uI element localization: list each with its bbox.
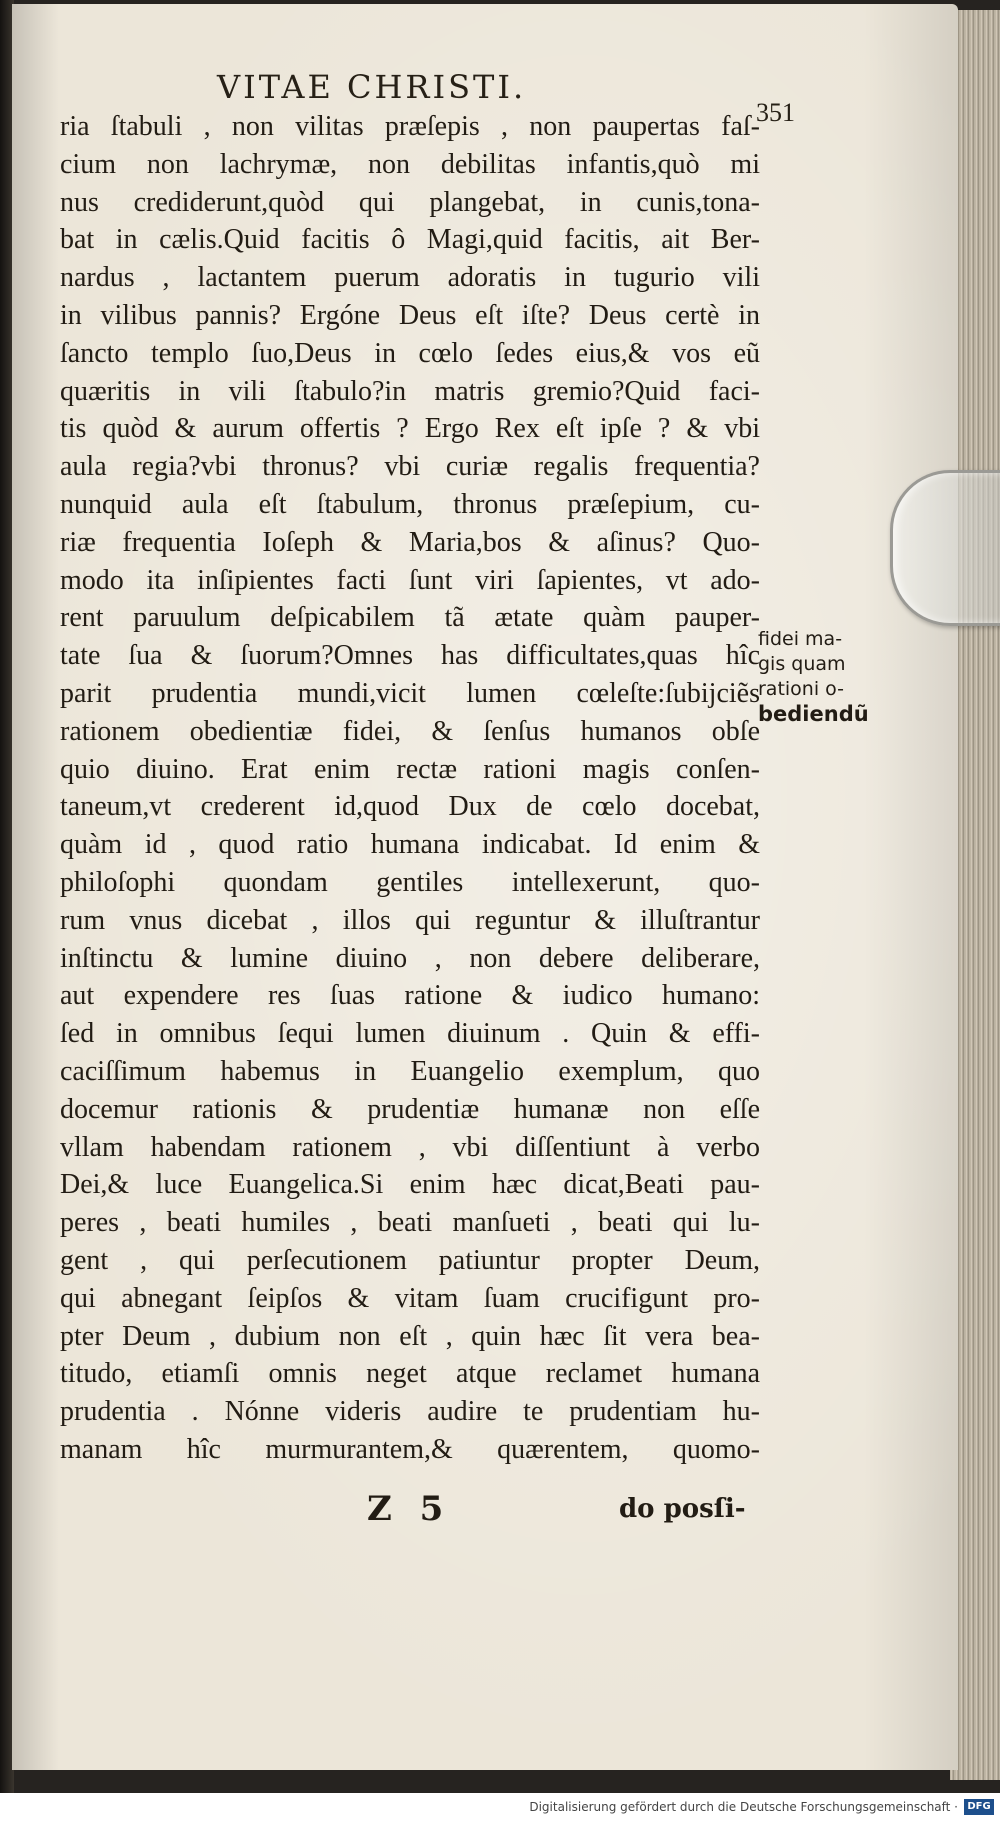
dfg-logo: DFG bbox=[964, 1799, 994, 1815]
text-line: gent , qui perſecutionem patiuntur propter Deum, bbox=[60, 1245, 760, 1276]
text-line: titudo, etiamſi omnis neget atque reclamet humana bbox=[60, 1358, 760, 1390]
text-line: docemur rationis & prudentiæ humanæ non eſſe bbox=[60, 1093, 760, 1125]
text-line: rationem obedientiæ fidei, & ſenſus humanos obſe bbox=[60, 715, 760, 747]
text-line: ſed in omnibus ſequi lumen diuinum . Quin & effi- bbox=[60, 1018, 760, 1050]
text-line: parit prudentia mundi,vicit lumen cœleſte:ſubijciẽs bbox=[60, 678, 760, 709]
text-line: prudentia . Nónne videris audire te prudentiam hu- bbox=[60, 1396, 760, 1428]
text-line: peres , beati humiles , beati manſueti , beati qui lu- bbox=[60, 1207, 760, 1239]
text-line: qui abnegant ſeipſos & vitam ſuam crucifigunt pro- bbox=[60, 1282, 760, 1314]
text-line: quàm id , quod ratio humana indicabat. Id enim & bbox=[60, 829, 760, 861]
text-line: riæ frequentia Ioſeph & Maria,bos & aſinus? Quo- bbox=[60, 526, 760, 558]
text-line: in vilibus pannis? Ergóne Deus eſt iſte? Deus certè in bbox=[60, 300, 760, 331]
text-line: cium non lachrymæ, non debilitas infantis,quò mi bbox=[60, 148, 760, 180]
text-line: manam hîc murmurantem,& quærentem, quomo- bbox=[60, 1434, 760, 1465]
text-line: rum vnus dicebat , illos qui reguntur & illuſtrantur bbox=[60, 904, 760, 936]
marginal-note-line: rationi o- bbox=[758, 678, 845, 700]
running-head: VITAE CHRISTI. bbox=[217, 68, 527, 106]
text-line: vllam habendam rationem , vbi diſſentiunt à verbo bbox=[60, 1131, 760, 1163]
signature-mark: Z 5 bbox=[367, 1489, 452, 1529]
text-line: taneum,vt crederent id,quod Dux de cœlo docebat, bbox=[60, 791, 760, 823]
text-line: pter Deum , dubium non eſt , quin hæc ſit vera bea- bbox=[60, 1320, 760, 1352]
text-line: ſancto templo ſuo,Deus in cœlo ſedes eius,& vos eũ bbox=[60, 337, 760, 369]
text-line: nunquid aula eſt ſtabulum, thronus præſepium, cu- bbox=[60, 489, 760, 520]
marginal-note-line: bediendũ bbox=[758, 702, 869, 726]
text-line: modo ita inſipientes facti ſunt viri ſapientes, vt ado- bbox=[60, 564, 760, 596]
text-line: quæritis in vili ſtabulo?in matris gremio?Quid faci- bbox=[60, 375, 760, 407]
marginal-note-line: fidei ma- bbox=[758, 628, 843, 650]
catchword: do posſi- bbox=[619, 1494, 746, 1524]
text-line: ria ſtabuli , non vilitas præſepis , non paupertas faſ- bbox=[60, 111, 760, 142]
text-line: Dei,& luce Euangelica.Si enim hæc dicat,Beati pau- bbox=[60, 1169, 760, 1201]
text-line: philoſophi quondam gentiles intellexerunt, quo- bbox=[60, 867, 760, 898]
text-line: bat in cælis.Quid facitis ô Magi,quid facitis, ait Ber- bbox=[60, 224, 760, 256]
text-line: aut expendere res ſuas ratione & iudico humano: bbox=[60, 980, 760, 1012]
text-line: aula regia?vbi thronus? vbi curiæ regalis frequentia? bbox=[60, 451, 760, 483]
book-page bbox=[12, 4, 958, 1770]
page-number: 351 bbox=[756, 98, 795, 127]
marginal-note-line: gis quam bbox=[758, 653, 846, 675]
text-line: quio diuino. Erat enim rectæ rationi magis conſen- bbox=[60, 753, 760, 785]
text-line: inſtinctu & lumine diuino , non debere deliberare, bbox=[60, 942, 760, 974]
text-line: tis quòd & aurum offertis ? Ergo Rex eſt ipſe ? & vbi bbox=[60, 413, 760, 445]
text-line: caciſſimum habemus in Euangelio exemplum, quo bbox=[60, 1056, 760, 1087]
page-clip bbox=[890, 470, 1000, 626]
text-line: tate ſua & ſuorum?Omnes has difficultates,quas hîc bbox=[60, 640, 760, 672]
text-line: nus crediderunt,quòd qui plangebat, in cunis,tona- bbox=[60, 186, 760, 218]
digitization-credit: Digitalisierung gefördert durch die Deutsche Forschungsgemeinschaft · bbox=[529, 1800, 958, 1814]
text-line: rent paruulum deſpicabilem tã ætate quàm pauper- bbox=[60, 602, 760, 634]
text-line: nardus , lactantem puerum adoratis in tugurio vili bbox=[60, 262, 760, 294]
